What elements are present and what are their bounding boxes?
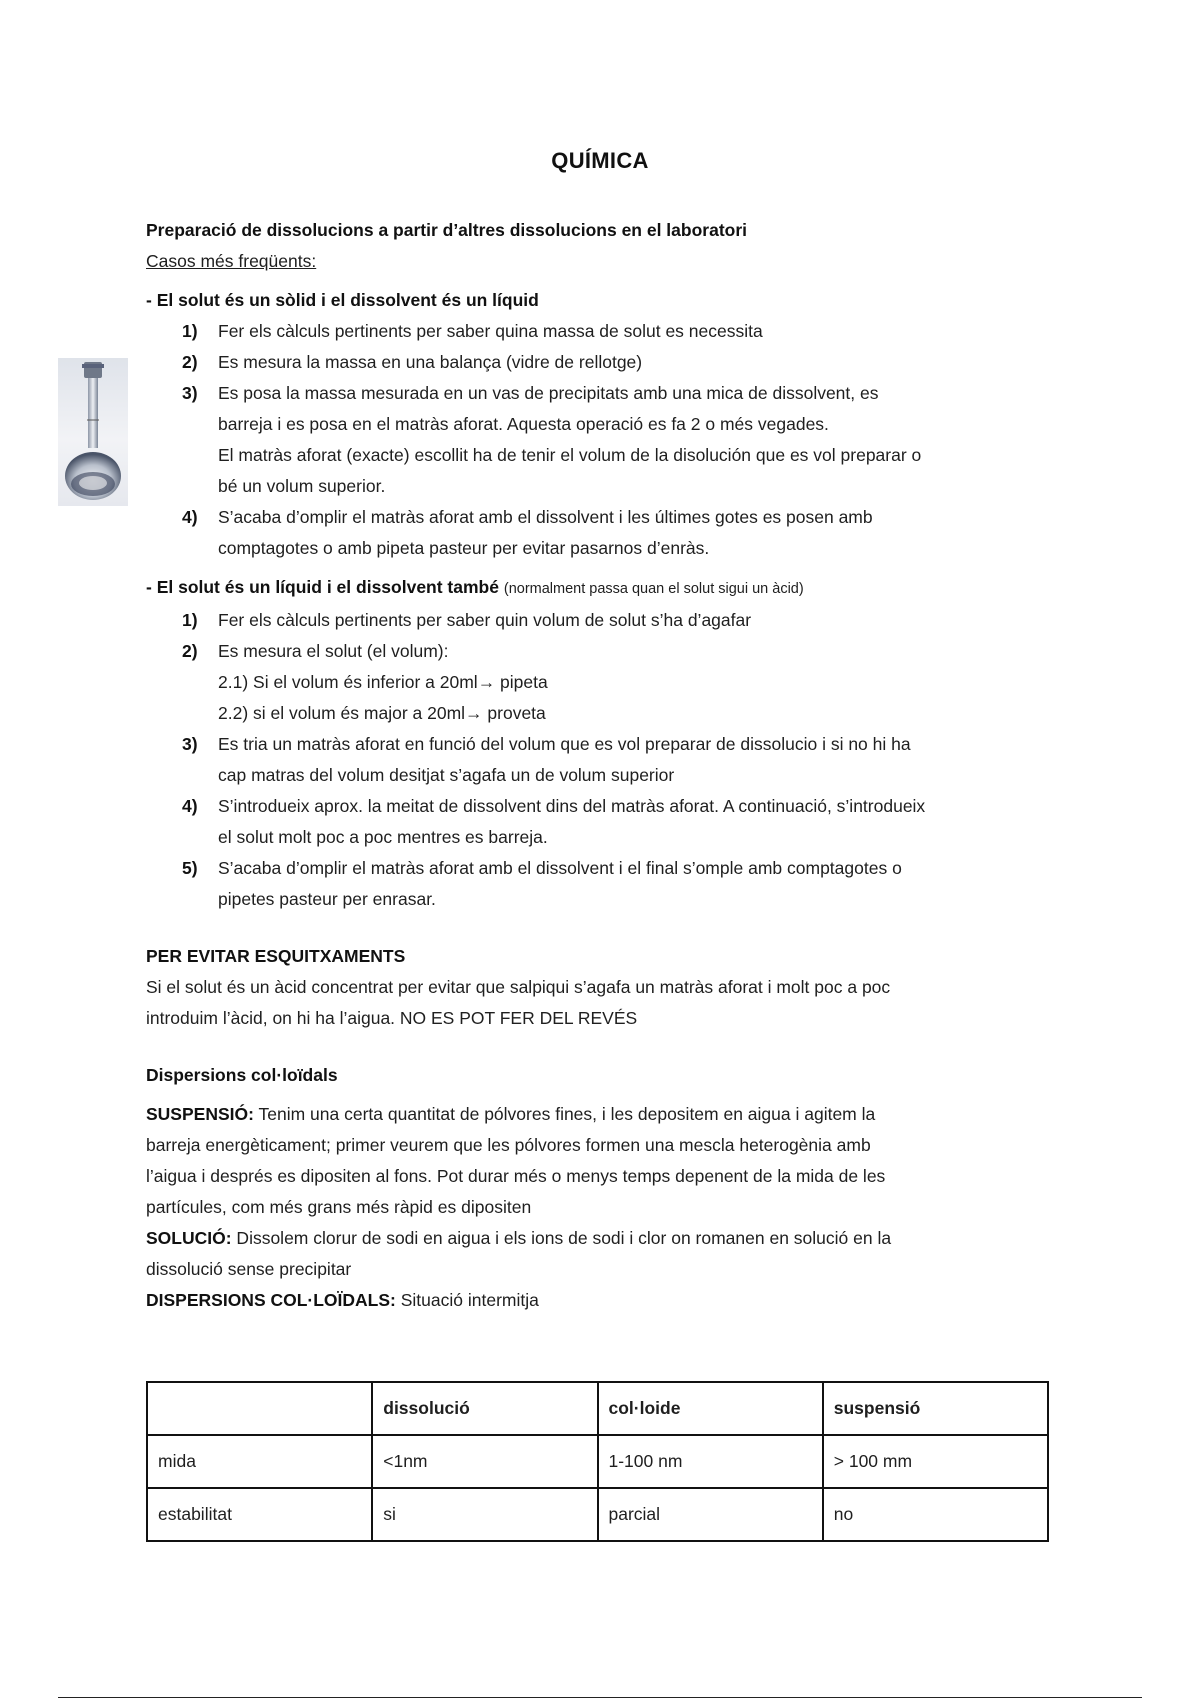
- table-cell: si: [372, 1488, 597, 1541]
- footer-divider: [58, 1697, 1142, 1698]
- case2-step: [146, 729, 1046, 791]
- step-number: 3): [182, 383, 198, 403]
- table-header-cell: [147, 1382, 372, 1435]
- paragraph-text: Dissolem clorur de sodi en aigua i els ions de sodi i clor on romanen en solució en la: [231, 1228, 892, 1248]
- table-cell: mida: [147, 1435, 372, 1488]
- dispersions-paragraph: [146, 1285, 1046, 1316]
- paragraph-text: barreja energèticament; primer veurem que les pólvores formen una mescla heterogènia amb: [146, 1135, 871, 1155]
- suspension-paragraph: [146, 1099, 1046, 1223]
- case2-heading: - El solut és un líquid i el dissolvent també: [146, 577, 499, 597]
- case2-step: [146, 791, 1046, 853]
- table-header-cell: suspensió: [823, 1382, 1048, 1435]
- step-text: El matràs aforat (exacte) escollit ha de tenir el volum de la disolución que es vol preparar o: [218, 445, 922, 465]
- step-number: 2): [182, 641, 198, 661]
- table-cell: estabilitat: [147, 1488, 372, 1541]
- table-header-cell: dissolució: [372, 1382, 597, 1435]
- solution-paragraph: [146, 1223, 1046, 1285]
- step-number: 1): [182, 610, 198, 630]
- flask-icon: [58, 358, 128, 506]
- table-row: [147, 1488, 1048, 1541]
- step-text: cap matras del volum desitjat s’agafa un de volum superior: [218, 765, 675, 785]
- step-number: 3): [182, 734, 198, 754]
- substep-text: 2.2) si el volum és major a 20ml→ proveta: [218, 703, 546, 723]
- step-text: bé un volum superior.: [218, 476, 386, 496]
- step-text: S’introdueix aprox. la meitat de dissolvent dins del matràs aforat. A continuació, s’introdueix: [218, 796, 926, 816]
- case2-step: [146, 636, 1046, 729]
- document-content: [146, 215, 1046, 1316]
- paragraph-text: dissolució sense precipitar: [146, 1259, 352, 1279]
- step-number: 1): [182, 321, 198, 341]
- case2-step: [146, 853, 1046, 915]
- case1-steps: [146, 316, 1046, 564]
- case1-step: [146, 347, 1046, 378]
- case2-step: [146, 605, 1046, 636]
- splash-text: introduim l’àcid, on hi ha l’aigua. NO ES POT FER DEL REVÉS: [146, 1008, 638, 1028]
- case1-step: [146, 316, 1046, 347]
- step-text: el solut molt poc a poc mentres es barreja.: [218, 827, 548, 847]
- substep-text: 2.1) Si el volum és inferior a 20ml→ pipeta: [218, 672, 548, 692]
- step-text: Es mesura la massa en una balança (vidre de rellotge): [218, 352, 643, 372]
- step-text: S’acaba d’omplir el matràs aforat amb el dissolvent i les últimes gotes es posen amb: [218, 507, 873, 527]
- case2-steps: [146, 605, 1046, 915]
- table-cell: no: [823, 1488, 1048, 1541]
- table-cell: 1-100 nm: [598, 1435, 823, 1488]
- paragraph-text: partícules, com més grans més ràpid es dipositen: [146, 1197, 532, 1217]
- table-header-row: [147, 1382, 1048, 1435]
- paragraph-text: l’aigua i després es dipositen al fons. Pot durar més o menys temps depenent de la mida de les: [146, 1166, 886, 1186]
- paragraph-text: Situació intermitja: [395, 1290, 539, 1310]
- table-cell: > 100 mm: [823, 1435, 1048, 1488]
- step-text: Es mesura el solut (el volum):: [218, 641, 449, 661]
- step-text: Es posa la massa mesurada en un vas de precipitats amb una mica de dissolvent, es: [218, 383, 879, 403]
- step-text: Fer els càlculs pertinents per saber quina massa de solut es necessita: [218, 321, 763, 341]
- page-title: QUÍMICA: [551, 148, 649, 173]
- solution-label: SOLUCIÓ:: [146, 1228, 232, 1248]
- volumetric-flask-image: [58, 358, 128, 506]
- dispersions-label: DISPERSIONS COL·LOÏDALS:: [146, 1290, 396, 1310]
- suspension-label: SUSPENSIÓ:: [146, 1104, 254, 1124]
- step-text: comptagotes o amb pipeta pasteur per evitar pasarnos d’enràs.: [218, 538, 710, 558]
- case1-step: [146, 502, 1046, 564]
- paragraph-text: Tenim una certa quantitat de pólvores fines, i les depositem en aigua i agitem la: [253, 1104, 876, 1124]
- step-text: S’acaba d’omplir el matràs aforat amb el dissolvent i el final s’omple amb comptagotes o: [218, 858, 902, 878]
- case2-heading-line: [146, 572, 1046, 605]
- prep-heading: Preparació de dissolucions a partir d’altres dissolucions en el laboratori: [146, 220, 748, 240]
- step-number: 2): [182, 352, 198, 372]
- table-row: [147, 1435, 1048, 1488]
- step-text: barreja i es posa en el matràs aforat. Aquesta operació es fa 2 o més vegades.: [218, 414, 829, 434]
- step-number: 5): [182, 858, 198, 878]
- colloids-heading: Dispersions col·loïdals: [146, 1065, 338, 1085]
- splash-text: Si el solut és un àcid concentrat per evitar que salpiqui s’agafa un matràs aforat i molt poc a poc: [146, 977, 891, 997]
- splash-heading: PER EVITAR ESQUITXAMENTS: [146, 946, 406, 966]
- case1-step: [146, 378, 1046, 502]
- table-header-cell: col·loide: [598, 1382, 823, 1435]
- step-number: 4): [182, 507, 198, 527]
- case2-note: (normalment passa quan el solut sigui un àcid): [503, 581, 804, 597]
- case1-heading: - El solut és un sòlid i el dissolvent és un líquid: [146, 290, 539, 310]
- table-cell: parcial: [598, 1488, 823, 1541]
- table-cell: <1nm: [372, 1435, 597, 1488]
- cases-label: Casos més freqüents:: [146, 251, 317, 271]
- step-text: pipetes pasteur per enrasar.: [218, 889, 436, 909]
- step-number: 4): [182, 796, 198, 816]
- comparison-table: [146, 1381, 1049, 1542]
- step-text: Es tria un matràs aforat en funció del volum que es vol preparar de dissolucio i si no hi ha: [218, 734, 911, 754]
- step-text: Fer els càlculs pertinents per saber quin volum de solut s’ha d’agafar: [218, 610, 752, 630]
